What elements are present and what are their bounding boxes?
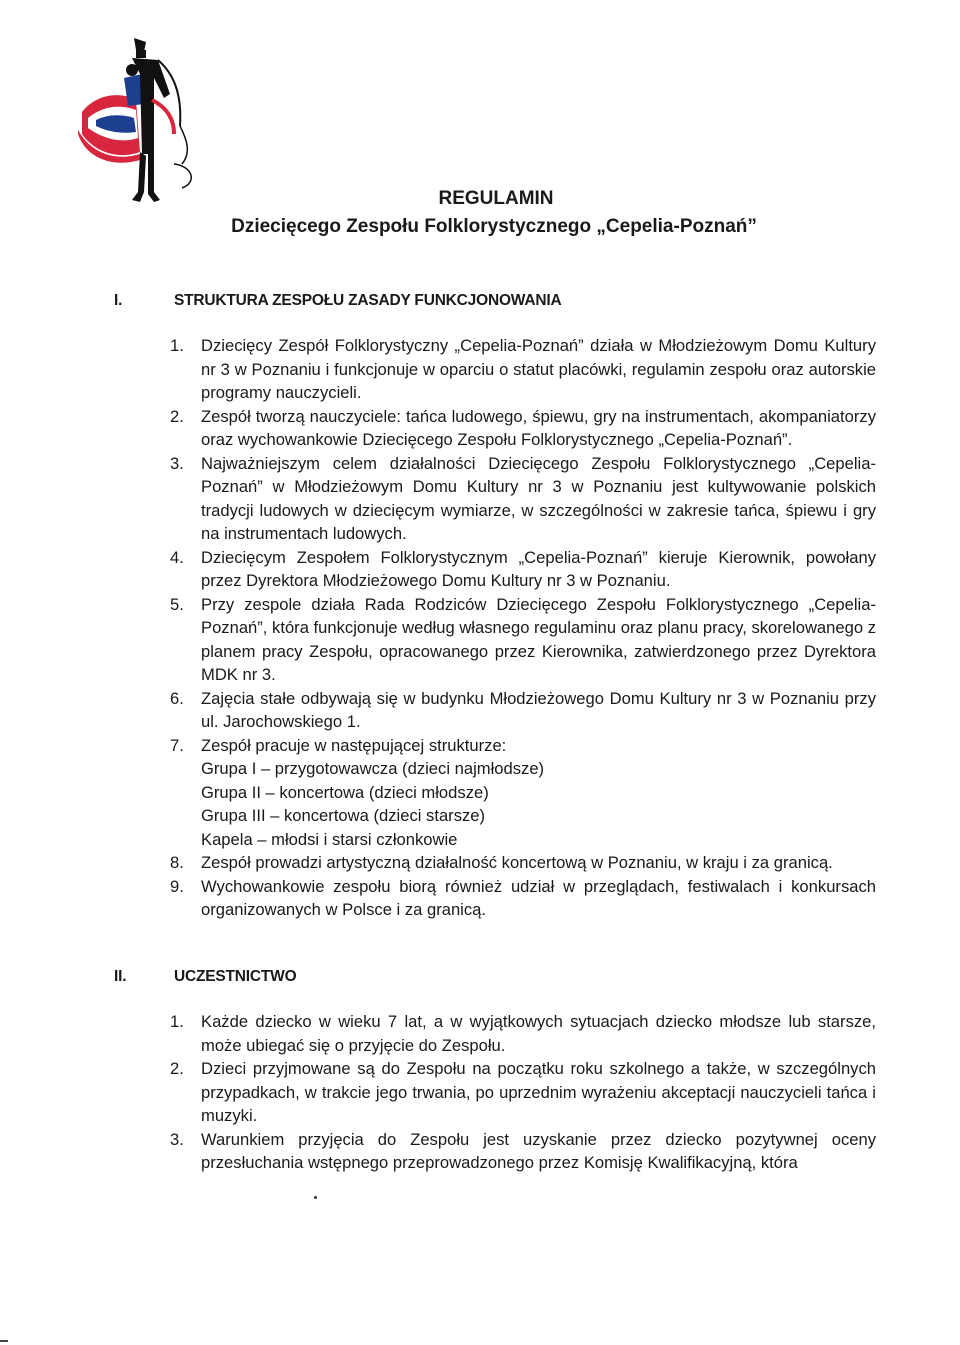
document-subtitle: Dziecięcego Zespołu Folklorystycznego „Cepelia-Poznań” (231, 216, 757, 237)
section-title: STRUKTURA ZESPOŁU ZASADY FUNKCJONOWANIA (174, 292, 562, 309)
section-2-list (170, 1010, 876, 1175)
structure-line: Grupa I – przygotowawcza (dzieci najmłodsze) (201, 759, 545, 778)
section-number: II. (114, 968, 127, 985)
scan-speck (314, 1196, 317, 1199)
list-item: 4. Dziecięcym Zespołem Folklorystycznym „Cepelia-Poznań” kieruje Kierownik, powołany przez Dyrektora Młodzieżowego Domu Kultury nr 3 w Poznaniu. (170, 547, 876, 590)
section-number: I. (114, 292, 123, 309)
list-item: 8. Zespół prowadzi artystyczną działalność koncertową w Poznaniu, w kraju i za granicą. (170, 853, 833, 872)
list-item: 2. Zespół tworzą nauczyciele: tańca ludowego, śpiewu, gry na instrumentach, akompaniatorzy oraz wychowankowie Dziecięcego Zespołu Folklorystycznego „Cepelia-Poznań”. (170, 406, 876, 449)
list-item: 9. Wychowankowie zespołu biorą również udział w przeglądach, festiwalach i konkursach organizowanych w Polsce i za granicą. (170, 876, 876, 919)
title-block (0, 188, 960, 238)
section-heading-1 (114, 292, 561, 310)
list-item: 2. Dzieci przyjmowane są do Zespołu na początku roku szkolnego a także, w szczególnych przypadkach, w trakcie jego trwania, po uprzednim wyrażeniu akceptacji nauczycieli tańca i muzyki. (170, 1059, 876, 1125)
section-title: UCZESTNICTWO (174, 968, 297, 985)
folk-dancers-logo-icon (74, 34, 202, 206)
list-item: 3. Najważniejszym celem działalności Dziecięcego Zespołu Folklorystycznego „Cepelia-Poznań” w Młodzieżowym Domu Kultury nr 3 w Poznaniu jest kultywowanie polskich tradycji ludowych w dziecięcym wymiarze, w szczególności w zakresie tańca, śpiewu i gry na instrumentach ludowych. (170, 453, 876, 543)
list-item: 1. Dziecięcy Zespół Folklorystyczny „Cepelia-Poznań” działa w Młodzieżowym Domu Kultury nr 3 w Poznaniu i funkcjonuje w oparciu o statut placówki, regulamin zespołu oraz autorskie programy nauczycieli. (170, 336, 876, 402)
section-1-list (170, 334, 876, 922)
structure-line: Grupa II – koncertowa (dzieci młodsze) (201, 782, 489, 802)
list-item: 3. Warunkiem przyjęcia do Zespołu jest uzyskanie przez dziecko pozytywnej oceny przesłuchania wstępnego przeprowadzonego przez Komisję Kwalifikacyjną, która (170, 1129, 876, 1172)
list-item: 7. Zespół pracuje w następującej strukturze: Grupa I – przygotowawcza (dzieci najmłodsze) Grupa II – koncertowa (dzieci młodsze) Grupa III – koncertowa (dzieci starsze) Kapela – młodsi i starsi członkowie (170, 734, 876, 852)
structure-line: Kapela – młodsi i starsi członkowie (201, 829, 458, 849)
section-heading-2 (114, 968, 296, 986)
list-item: 6. Zajęcia stałe odbywają się w budynku Młodzieżowego Domu Kultury nr 3 w Poznaniu przy ul. Jarochowskiego 1. (170, 688, 876, 731)
scan-edge-mark (0, 1340, 8, 1342)
list-item: 1. Każde dziecko w wieku 7 lat, a w wyjątkowych sytuacjach dziecko młodsze lub starsze, może ubiegać się o przyjęcie do Zespołu. (170, 1012, 876, 1055)
document-title: REGULAMIN (438, 188, 554, 209)
structure-line: Grupa III – koncertowa (dzieci starsze) (201, 806, 486, 825)
list-item: 5. Przy zespole działa Rada Rodziców Dziecięcego Zespołu Folklorystycznego „Cepelia-Poznań”, która funkcjonuje według własnego regulaminu oraz planu pracy, skorelowanego z planem pracy Zespołu, opracowanego przez Kierownika, zatwierdzonego przez Dyrektora MDK nr 3. (170, 594, 876, 684)
